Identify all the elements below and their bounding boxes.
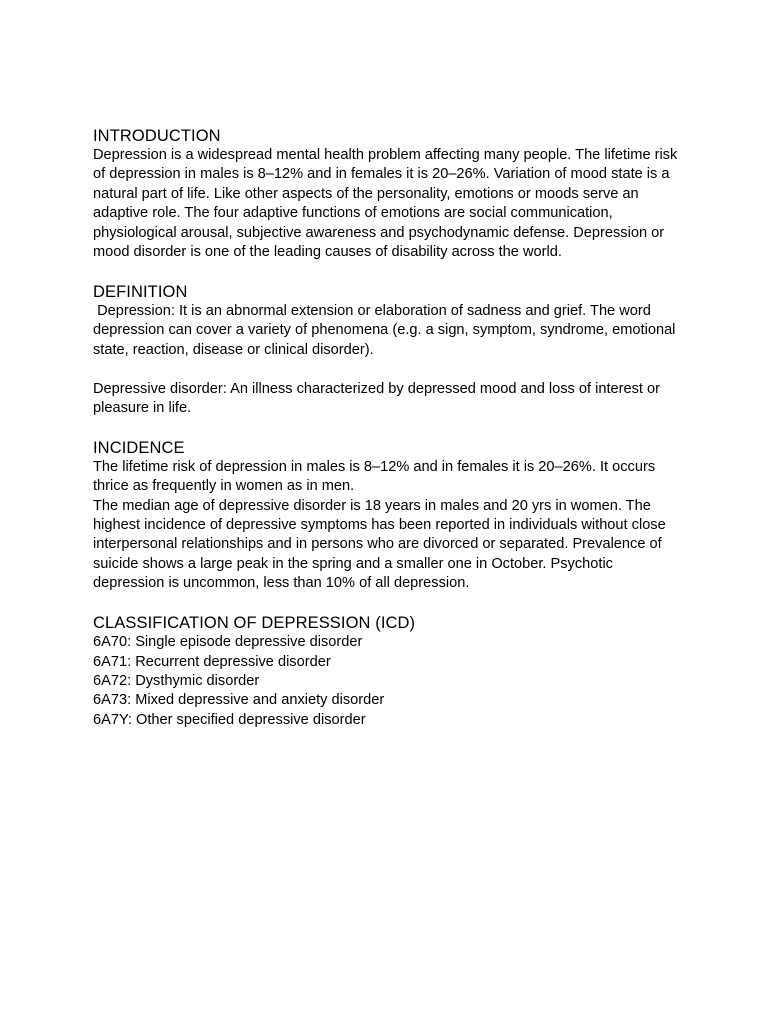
definition-section (93, 282, 683, 418)
classification-heading: CLASSIFICATION OF DEPRESSION (ICD) (93, 614, 416, 633)
incidence-heading: INCIDENCE (93, 438, 185, 457)
document-page (93, 126, 683, 750)
classification-section (93, 613, 683, 730)
classification-item: 6A70: Single episode depressive disorder (93, 634, 363, 651)
incidence-section (93, 438, 683, 594)
classification-item: 6A7Y: Other specified depressive disorder (93, 711, 366, 728)
definition-depressive-disorder: Depressive disorder: An illness characterized by depressed mood and loss of interest or pleasure in life. (93, 380, 665, 416)
introduction-section (93, 126, 683, 262)
classification-item: 6A71: Recurrent depressive disorder (93, 653, 331, 670)
introduction-body: Depression is a widespread mental health problem affecting many people. The lifetime risk of depression in males is 8–12% and in females it is 20–26%. Variation of mood state is a natural part of life. Like other aspects of the personality, emotions or moods serve an adaptive role. The four adaptive functions of emotions are social communication, physiological arousal, subjective awareness and psychodynamic defense. Depression or mood disorder is one of the leading causes of disability across the world. (93, 147, 682, 261)
incidence-body-2: The median age of depressive disorder is 18 years in males and 20 yrs in women. The highest incidence of depressive symptoms has been reported in individuals without close interpersonal relationships and in persons who are divorced or separated. Prevalence of suicide shows a large peak in the spring and a smaller one in October. Psychotic depression is uncommon, less than 10% of all depression. (93, 497, 670, 592)
incidence-body-1: The lifetime risk of depression in males is 8–12% and in females it is 20–26%. It occurs thrice as frequently in women as in men. (93, 458, 660, 495)
classification-list (93, 633, 683, 730)
introduction-heading: INTRODUCTION (93, 127, 221, 145)
paragraph-spacer (93, 360, 683, 379)
definition-heading: DEFINITION (93, 282, 188, 301)
definition-depression: Depression: It is an abnormal extension or elaboration of sadness and grief. The word depression can cover a variety of phenomena (e.g. a sign, symptom, syndrome, emotional state, reaction, disease or clinical disorder). (93, 302, 680, 358)
classification-item: 6A72: Dysthymic disorder (93, 673, 260, 690)
classification-item: 6A73: Mixed depressive and anxiety disorder (93, 692, 385, 709)
